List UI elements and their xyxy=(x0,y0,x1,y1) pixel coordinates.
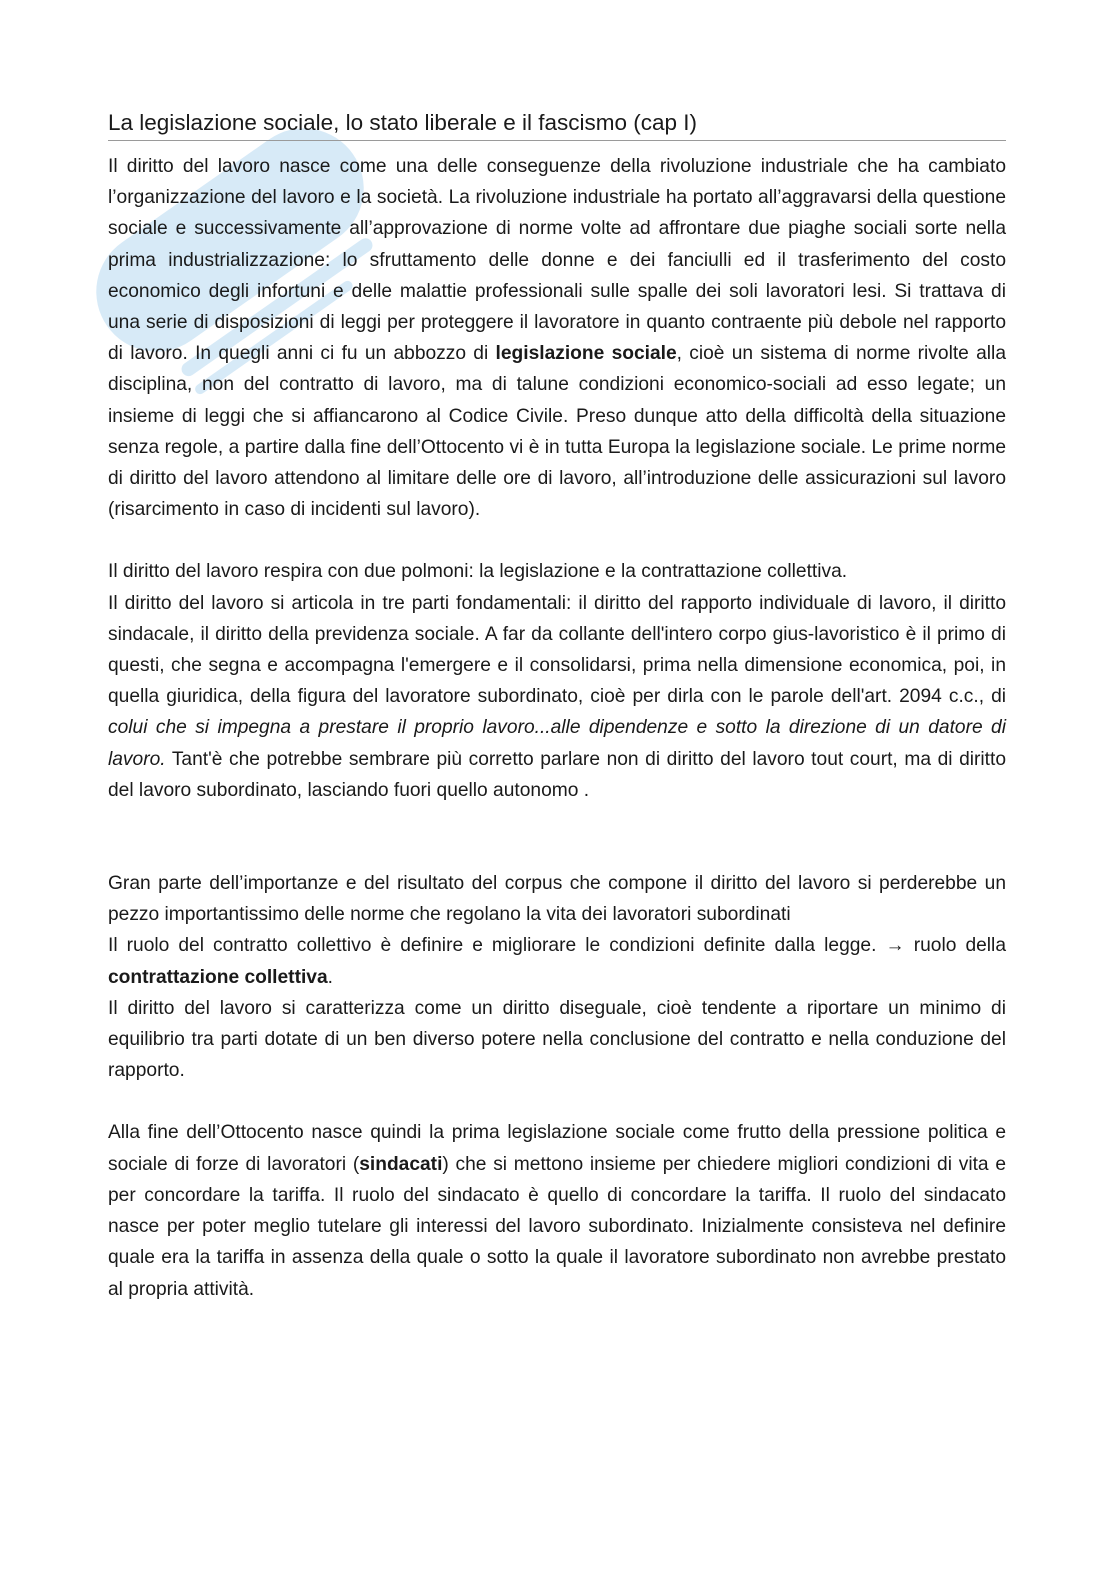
paragraph-text: Il diritto del lavoro si articola in tre parti fondamentali: il diritto del rapporto individuale di lavoro, il diritto sindacale, il diritto della previdenza sociale. A far da collante dell'intero corpo gius-lavoristico è il primo di questi, che segna e accompagna l'emergere e il consolidarsi, prima nella dimensione economica, poi, in quella giuridica, della figura del lavoratore subordinato, cioè per dirla con le parole dell'art. 2094 c.c., di xyxy=(108,592,1006,708)
bold-term: contrattazione collettiva xyxy=(108,966,328,988)
bold-term: legislazione sociale xyxy=(495,343,677,365)
paragraph-text: . xyxy=(327,966,333,988)
paragraph-text: Alla fine dell’Ottocento nasce quindi la prima legislazione sociale come frutto della pressione politica e sociale di forze di lavoratori ( xyxy=(108,1122,1006,1175)
paragraph-text: Il diritto del lavoro nasce come una delle conseguenze della rivoluzione industriale che ha cambiato l’organizzazione del lavoro e la società. La rivoluzione industriale ha portato all’aggravarsi della questione sociale e successivamente all’approvazione di norme volte ad affrontare due piaghe sociali sorte nella prima industrializzazione: lo sfruttamento delle donne e dei fanciulli ed il trasferimento del costo economico degli infortuni e delle malattie professionali sulle spalle dei soli lavoratori lesi. Si trattava di una serie di disposizioni di leggi per proteggere il lavoratore in quanto contraente più debole nel rapporto di lavoro. In quegli anni ci fu un abbozzo di xyxy=(108,156,1006,365)
paragraph xyxy=(108,1117,1006,1304)
paragraph: Il diritto del lavoro respira con due polmoni: la legislazione e la contrattazione collettiva. xyxy=(108,561,848,583)
italic-quote: colui che si impegna a prestare il proprio lavoro...alle dipendenze e sotto la direzione di un datore di lavoro. xyxy=(108,717,1006,770)
paragraph: Gran parte dell’importanze e del risultato del corpus che compone il diritto del lavoro si perderebbe un pezzo importantissimo delle norme che regolano la vita dei lavoratori subordinati xyxy=(108,873,1006,926)
paragraph xyxy=(108,930,1006,992)
spacer xyxy=(108,525,1006,556)
document-body xyxy=(108,151,1006,1305)
bold-term: sindacati xyxy=(359,1153,443,1175)
spacer xyxy=(108,1086,1006,1117)
paragraph xyxy=(108,588,1006,806)
paragraph-text: Il ruolo del contratto collettivo è definire e migliorare le condizioni definite dalla legge. → ruolo della xyxy=(108,935,1006,957)
paragraph: Il diritto del lavoro si caratterizza come un diritto diseguale, cioè tendente a riportare un minimo di equilibrio tra parti dotate di un ben diverso potere nella conclusione del contratto e nella conduzione del rapporto. xyxy=(108,997,1006,1082)
paragraph-text: ) che si mettono insieme per chiedere migliori condizioni di vita e per concordare la tariffa. Il ruolo del sindacato è quello di concordare la tariffa. Il ruolo del sindacato nasce per poter meglio tutelare gli interessi del lavoro subordinato. Inizialmente consisteva nel definire quale era la tariffa in assenza della quale o sotto la quale il lavoratore subordinato non avrebbe prestato al propria attività. xyxy=(108,1153,1006,1300)
spacer xyxy=(108,806,1006,868)
document-page xyxy=(108,108,1006,1305)
page-title: La legislazione sociale, lo stato liberale e il fascismo (cap I) xyxy=(108,108,1006,141)
paragraph-text: , cioè un sistema di norme rivolte alla disciplina, non del contratto di lavoro, ma di talune condizioni economico-sociali ad esso legate; un insieme di leggi che si affiancarono al Codice Civile. Preso dunque atto della difficoltà della situazione senza regole, a partire dalla fine dell’Ottocento vi è in tutta Europa la legislazione sociale. Le prime norme di diritto del lavoro attendono al limitare delle ore di lavoro, all’introduzione delle assicurazioni sul lavoro (risarcimento in caso di incidenti sul lavoro). xyxy=(108,343,1006,521)
paragraph xyxy=(108,151,1006,525)
paragraph-text: Tant'è che potrebbe sembrare più corretto parlare non di diritto del lavoro tout court, ma di diritto del lavoro subordinato, lasciando fuori quello autonomo . xyxy=(108,748,1006,801)
